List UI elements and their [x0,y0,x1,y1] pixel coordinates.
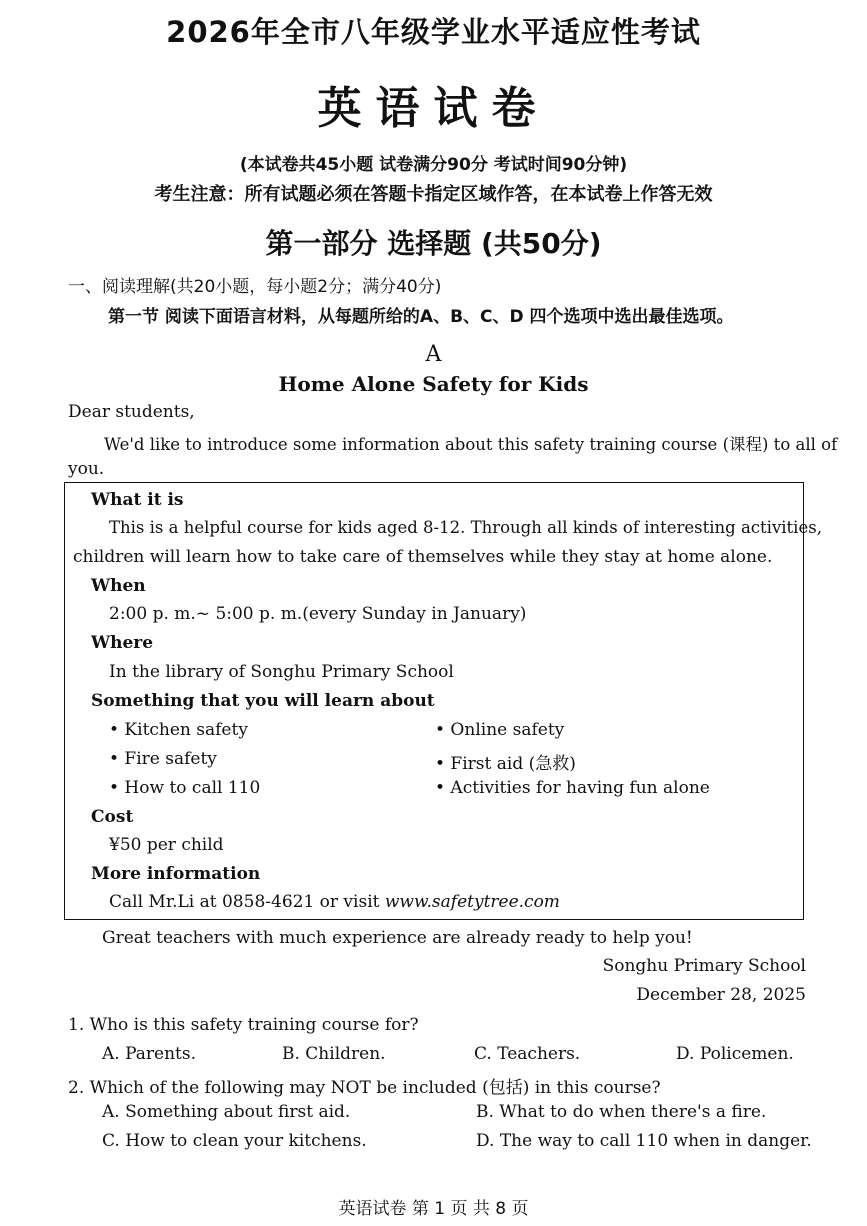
answer-option: C. How to clean your kitchens. [102,1131,367,1151]
answer-option: A. Parents. [102,1044,196,1064]
cost-label: Cost [91,807,134,827]
exam-info: (本试卷共45小题 试卷满分90分 考试时间90分钟) [239,155,628,175]
when-label: When [91,576,146,596]
section-instruction: 第一节 阅读下面语言材料，从每题所给的A、B、C、D 四个选项中选出最佳选项。 [108,307,734,327]
what-line-1: This is a helpful course for kids aged 8-12. Through all kinds of interesting activities, [109,518,822,537]
when-value: 2:00 p. m.~ 5:00 p. m.(every Sunday in January) [109,604,527,624]
answer-option: B. Children. [282,1044,386,1064]
what-label: What it is [91,490,184,510]
closing-line: Great teachers with much experience are already ready to help you! [102,928,693,948]
section-title: 一、阅读理解(共20小题，每小题2分；满分40分) [68,277,442,297]
page-footer: 英语试卷 第 1 页 共 8 页 [338,1199,529,1219]
where-label: Where [91,633,154,653]
answer-option: B. What to do when there's a fire. [476,1102,767,1122]
part-heading: 第一部分 选择题 (共50分) [265,227,602,260]
cost-value: ¥50 per child [109,835,224,855]
intro-line-1: We'd like to introduce some information about this safety training course (课程) to all of [104,435,838,454]
intro-line-2: you. [68,459,105,479]
website-link[interactable]: www.safetytree.com [384,892,560,912]
what-line-2: children will learn how to take care of themselves while they stay at home alone. [73,547,773,567]
course-info-box [64,482,822,920]
signature: Songhu Primary School [602,956,806,976]
learn-label: Something that you will learn about [91,691,435,711]
passage-letter: A [425,342,442,367]
learn-item: • Kitchen safety [109,720,248,740]
contact-text: Call Mr.Li at 0858-4621 or visit [109,892,385,912]
more-info-line [109,892,560,912]
learn-item: • Fire safety [109,749,217,769]
passage-title: Home Alone Safety for Kids [278,372,589,396]
more-info-label: More information [91,864,261,884]
learn-item: • Activities for having fun alone [435,778,710,798]
letter-date: December 28, 2025 [636,985,806,1005]
answer-option: D. Policemen. [676,1044,794,1064]
answer-option: A. Something about first aid. [102,1102,351,1122]
exam-title: 2026年全市八年级学业水平适应性考试 [166,15,701,49]
where-value: In the library of Songhu Primary School [109,662,454,682]
learn-item: • Online safety [435,720,565,740]
learn-item: • How to call 110 [109,778,261,798]
greeting: Dear students, [68,402,195,422]
answer-option: C. Teachers. [474,1044,581,1064]
learn-item: • First aid (急救) [435,754,576,774]
exam-notice: 考生注意：所有试题必须在答题卡指定区域作答，在本试卷上作答无效 [154,184,713,205]
question-stem: 2. Which of the following may NOT be included (包括) in this course? [68,1078,661,1098]
subject-title: 英语试卷 [317,83,550,134]
question-stem: 1. Who is this safety training course for? [68,1015,419,1035]
answer-option: D. The way to call 110 when in danger. [476,1131,812,1151]
